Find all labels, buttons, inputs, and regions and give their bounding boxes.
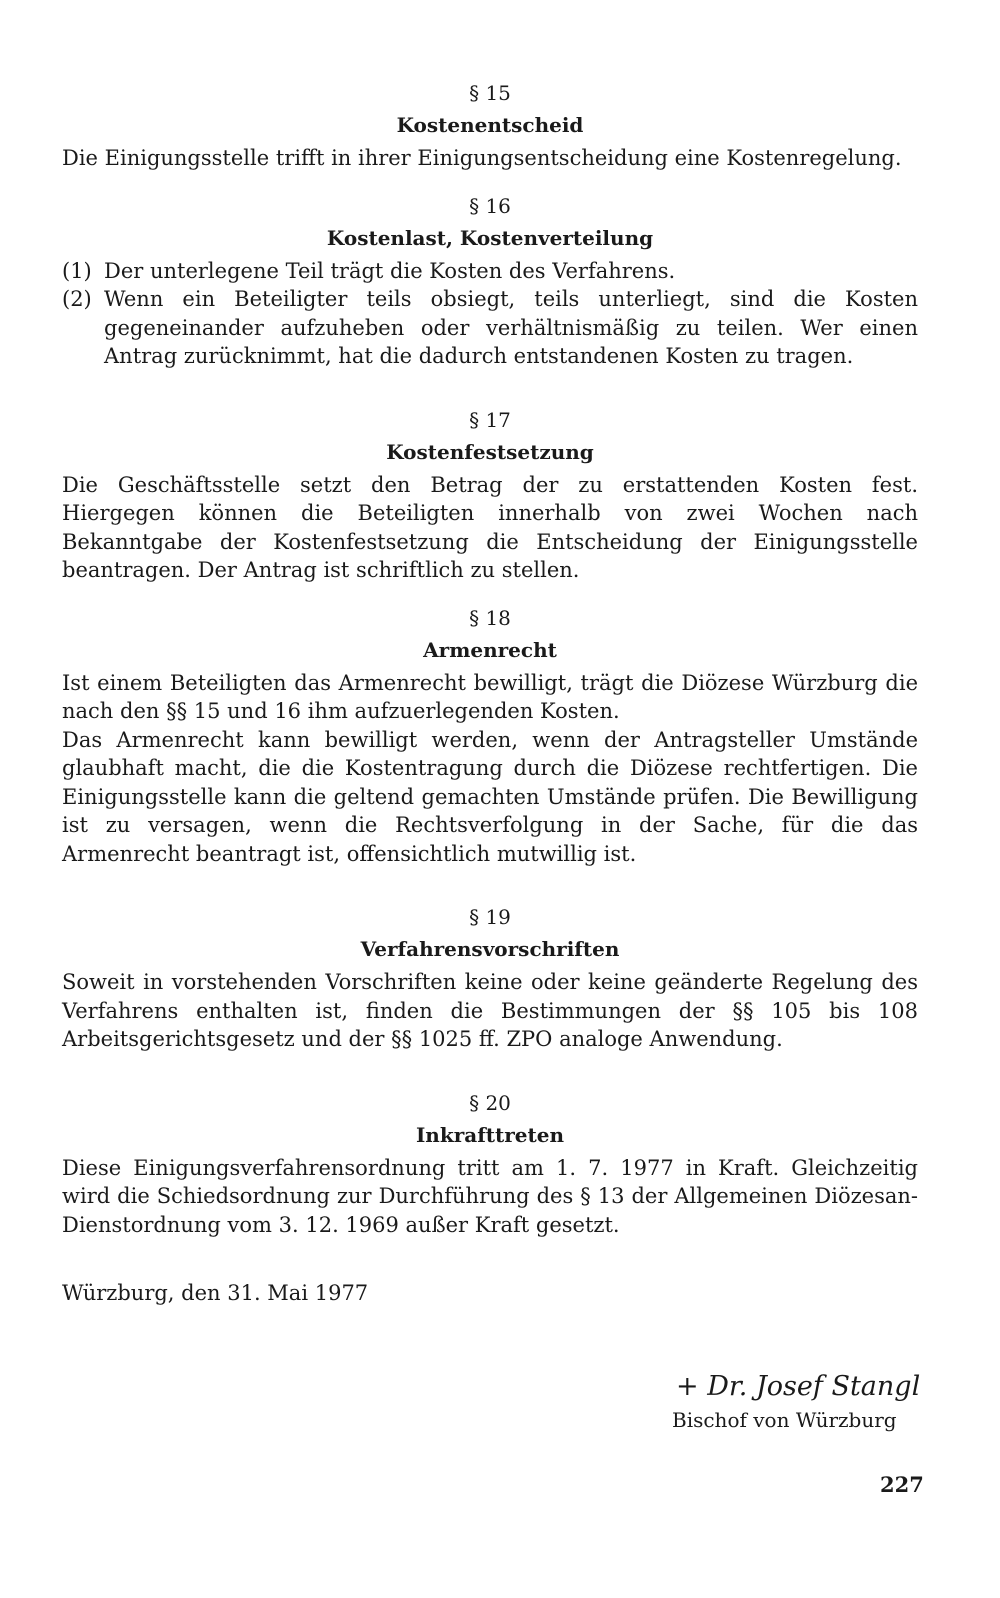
section-number: § 15: [469, 81, 511, 105]
document-page: [62, 78, 918, 1328]
section-19: [62, 902, 918, 1054]
section-20: [62, 1088, 918, 1240]
section-text-2: Das Armenrecht kann bewilligt werden, wenn der Antragsteller Umstände glaubhaft macht, die die Kostentragung durch die Diözese rechtfertigen. Die Einigungsstelle kann die geltend gemachten Umstände prüfen. Die Bewilligung ist zu versagen, wenn die Rechtsverfolgung in der Sache, für die das Armenrecht beantragt ist, offensichtlich mutwillig ist.: [62, 727, 918, 866]
section-title: Verfahrensvorschriften: [360, 937, 620, 961]
paragraph-number: (2): [62, 287, 92, 311]
paragraph-number: (1): [62, 258, 92, 283]
signature: + Dr. Josef Stangl: [676, 1371, 921, 1402]
signature-block: [672, 1370, 932, 1434]
section-number: § 16: [469, 193, 511, 218]
section-number: § 18: [469, 605, 511, 630]
section-title: Kostenlast, Kostenverteilung: [326, 225, 654, 250]
section-title: Inkrafttreten: [415, 1122, 565, 1147]
paragraph-text: Wenn ein Beteiligter teils obsiegt, teils unterliegt, sind die Kosten gegeneinander aufzuheben oder verhältnismäßig zu teilen. Wer einen Antrag zurücknimmt, hat die dadurch entstandenen Kosten zu tragen.: [104, 287, 918, 368]
section-text: Soweit in vorstehenden Vorschriften keine oder keine geänderte Regelung des Verfahrens enthalten ist, finden die Bestimmungen der §§ 105 bis 108 Arbeitsgerichtsgesetz und der §§ 1025 ff. ZPO analoge Anwendung.: [62, 970, 918, 1051]
section-16: [62, 191, 918, 371]
signature-role: Bischof von Würzburg: [672, 1408, 897, 1432]
section-number: § 17: [469, 407, 511, 432]
place-date: Würzburg, den 31. Mai 1977: [62, 1281, 369, 1305]
section-title: Kostenfestsetzung: [386, 439, 594, 464]
section-text: Die Einigungsstelle trifft in ihrer Einigungsentscheidung eine Kostenregelung.: [62, 146, 902, 170]
section-text: Diese Einigungsverfahrensordnung tritt am 1. 7. 1977 in Kraft. Gleichzeitig wird die Schiedsordnung zur Durchführung des § 13 der Allgemeinen Diözesan-Dienstordnung vom 3. 12. 1969 außer Kraft gesetzt.: [62, 1155, 918, 1237]
enumerated-paragraph: [62, 257, 918, 286]
section-17: [62, 405, 918, 585]
section-15: [62, 78, 918, 173]
section-text: Ist einem Beteiligten das Armenrecht bewilligt, trägt die Diözese Würzburg die nach den §§ 15 und 16 ihm aufzuerlegenden Kosten.: [62, 670, 918, 723]
page-number: 227: [880, 1472, 924, 1497]
section-18: [62, 603, 918, 869]
section-number: § 19: [469, 905, 511, 929]
section-title: Armenrecht: [423, 637, 557, 662]
paragraph-text: Der unterlegene Teil trägt die Kosten des Verfahrens.: [104, 258, 676, 283]
section-number: § 20: [469, 1090, 511, 1115]
enumerated-paragraph: [62, 285, 918, 371]
section-title: Kostenentscheid: [396, 113, 584, 137]
section-text: Die Geschäftsstelle setzt den Betrag der zu erstattenden Kosten fest. Hiergegen können die Beteiligten innerhalb von zwei Wochen nach Bekanntgabe der Kostenfestsetzung die Entscheidung der Einigungsstelle beantragen. Der Antrag ist schriftlich zu stellen.: [62, 472, 918, 582]
